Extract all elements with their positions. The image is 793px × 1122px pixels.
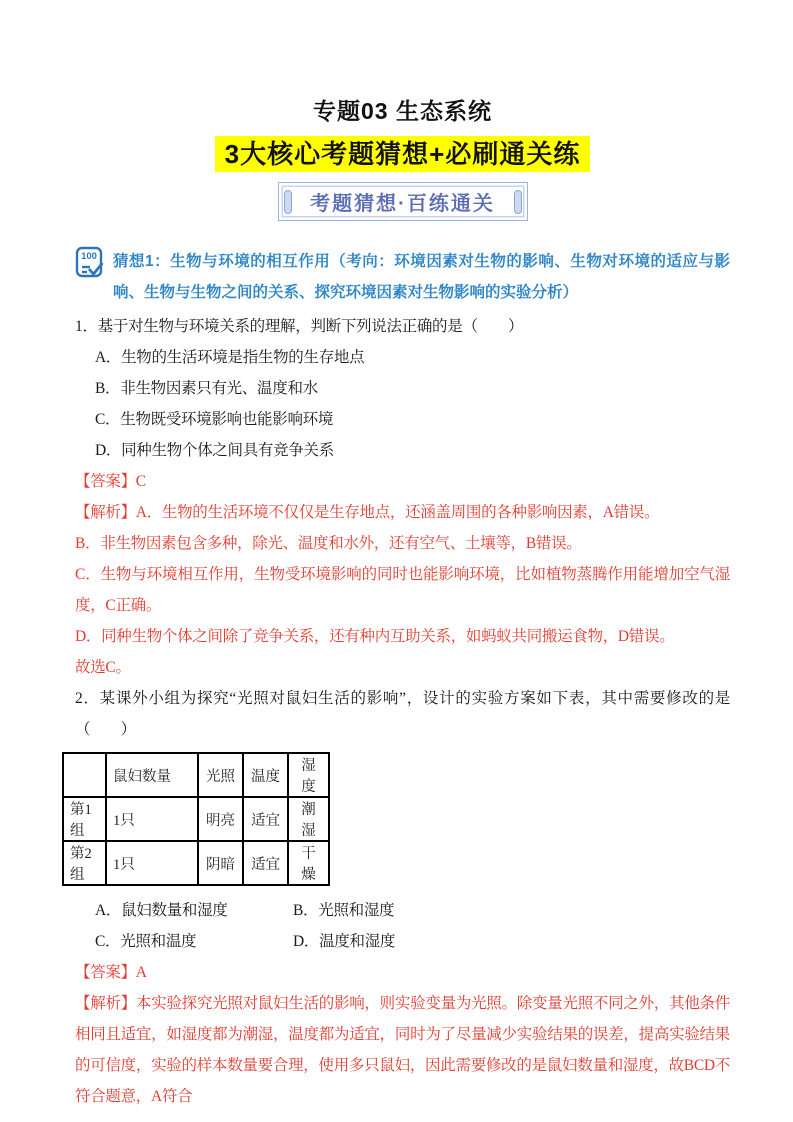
table-cell: 适宜 xyxy=(243,841,288,885)
section-banner xyxy=(278,182,528,221)
table-cell: 第1组 xyxy=(63,797,106,841)
question-1-option-c: C．生物既受环境影响也能影响环境 xyxy=(95,411,334,428)
svg-text:100: 100 xyxy=(81,251,97,262)
question-1-analysis-c: C．生物与环境相互作用，生物受环境影响的同时也能影响环境，比如植物蒸腾作用能增加空气湿度，C正确。 xyxy=(75,566,730,614)
table-cell: 适宜 xyxy=(243,797,288,841)
question-2-analysis: 【解析】本实验探究光照对鼠妇生活的影响，则实验变量为光照。除变量光照不同之外，其他条件相同且适宜，如湿度都为潮湿，温度都为适宜，同时为了尽量减少实验结果的误差，提高实验结果的可信度，实验的样本数量要合理，使用多只鼠妇，因此需要修改的是鼠妇数量和湿度，故BCD不符合题意，A符合 xyxy=(75,995,730,1105)
table-cell: 潮湿 xyxy=(288,797,329,841)
table-header-cell: 温度 xyxy=(243,753,288,797)
question-2-options xyxy=(75,895,730,957)
question-2-option-d: D．温度和湿度 xyxy=(293,933,396,950)
question-1-option-d: D．同种生物个体之间具有竞争关系 xyxy=(95,442,334,459)
banner-right-ornament xyxy=(514,190,522,214)
guess-1-heading-text: 猜想1：生物与环境的相互作用（考向：环境因素对生物的影响、生物对环境的适应与影响、生物与生物之间的关系、探究环境因素对生物影响的实验分析） xyxy=(113,253,730,301)
table-cell: 1只 xyxy=(106,841,198,885)
guess-1-heading xyxy=(75,246,730,308)
table-cell: 阴暗 xyxy=(198,841,243,885)
table-row xyxy=(63,841,329,885)
question-1-option-a: A．生物的生活环境是指生物的生存地点 xyxy=(95,349,365,366)
question-2-stem: 2．某课外小组为探究“光照对鼠妇生活的影响”，设计的实验方案如下表，其中需要修改的是（ ） xyxy=(75,690,730,738)
question-2-option-c: C．光照和温度 xyxy=(95,933,197,950)
table-header-cell: 光照 xyxy=(198,753,243,797)
table-cell: 明亮 xyxy=(198,797,243,841)
experiment-design-table xyxy=(62,752,330,886)
banner-title: 考题猜想·百练通关 xyxy=(310,193,495,215)
table-cell: 第2组 xyxy=(63,841,106,885)
question-1-analysis-d: D．同种生物个体之间除了竞争关系，还有种内互助关系，如蚂蚁共同搬运食物，D错误。 xyxy=(75,628,675,645)
question-2-option-b: B．光照和湿度 xyxy=(293,902,395,919)
table-header-cell: 湿度 xyxy=(288,753,329,797)
question-1-analysis-b: B．非生物因素包含多种，除光、温度和水外，还有空气、土壤等，B错误。 xyxy=(75,535,582,552)
question-1-stem: 1．基于对生物与环境关系的理解，判断下列说法正确的是（ ） xyxy=(75,318,524,335)
table-header-cell xyxy=(63,753,106,797)
table-row xyxy=(63,797,329,841)
question-2-answer: 【答案】A xyxy=(75,964,147,981)
question-1-conclusion: 故选C。 xyxy=(75,659,131,676)
table-cell: 1只 xyxy=(106,797,198,841)
question-1-answer: 【答案】C xyxy=(75,473,146,490)
score-100-checklist-icon xyxy=(75,246,107,280)
banner-left-ornament xyxy=(284,190,292,214)
question-1-analysis-a: 【解析】A．生物的生活环境不仅仅是生存地点，还涵盖周围的各种影响因素，A错误。 xyxy=(75,504,660,521)
table-header-row xyxy=(63,753,329,797)
question-2-option-a: A．鼠妇数量和湿度 xyxy=(95,902,228,919)
page-subtitle-highlight: 3大核心考题猜想+必刷通关练 xyxy=(215,136,591,172)
table-header-cell: 鼠妇数量 xyxy=(106,753,198,797)
question-1-option-b: B．非生物因素只有光、温度和水 xyxy=(95,380,318,397)
table-cell: 干燥 xyxy=(288,841,329,885)
page-title: 专题03 生态系统 xyxy=(313,98,492,124)
